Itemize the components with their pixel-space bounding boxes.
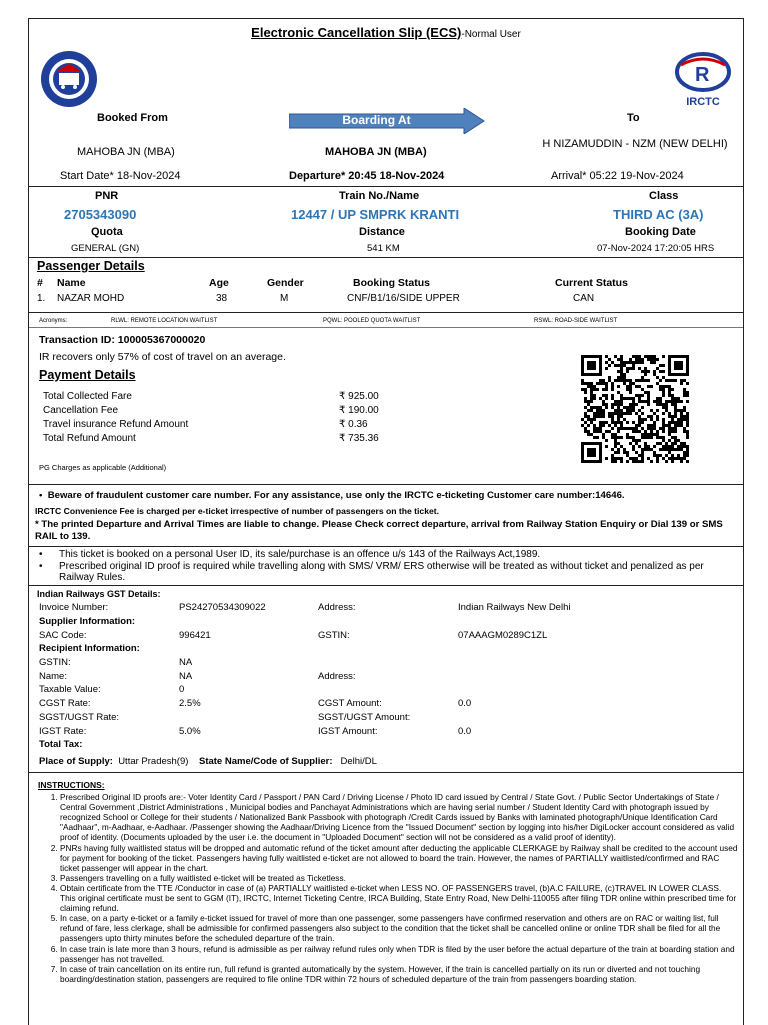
slip-title <box>29 25 743 40</box>
passenger-details-title: Passenger Details <box>37 259 145 273</box>
gst-label: GSTIN: <box>318 629 350 641</box>
gst-label: SAC Code: <box>39 629 87 641</box>
state-label: State Name/Code of Supplier: <box>198 756 333 767</box>
table-row <box>39 642 659 656</box>
gst-label: Invoice Number: <box>39 602 109 614</box>
boarding-at-arrow <box>289 108 485 134</box>
gst-section-title: Recipient Information: <box>39 643 140 655</box>
booked-from-label: Booked From <box>97 112 168 124</box>
distance-label: Distance <box>359 226 405 238</box>
gst-label: SGST/UGST Rate: <box>39 711 120 723</box>
passenger-col-current-status: Current Status <box>555 277 628 289</box>
qr-code <box>581 355 689 463</box>
payment-details-title: Payment Details <box>39 368 136 382</box>
train-label: Train No./Name <box>339 190 420 202</box>
convenience-notice: IRCTC Convenience Fee is charged per e-ticket irrespective of number of passengers on the ticket. <box>35 506 440 516</box>
table-row <box>39 656 659 670</box>
slip-title-text: Electronic Cancellation Slip (ECS) <box>251 25 462 40</box>
table-row <box>43 431 403 445</box>
acronym-rlwl: RLWL: REMOTE LOCATION WAITLIST <box>111 318 218 324</box>
gst-label: Total Tax: <box>39 739 83 751</box>
payment-label: Total Collected Fare <box>43 390 132 402</box>
class-value: THIRD AC (3A) <box>613 207 704 222</box>
pnr-value: 2705343090 <box>64 207 137 222</box>
table-row <box>39 601 659 615</box>
passenger-col-name: Name <box>57 277 86 289</box>
acronym-pqwl: PQWL: POOLED QUOTA WAITLIST <box>323 318 421 324</box>
list-item: 6. In case train is late more than 3 hours, refund is admissible as per railway refund rules only when TDR is filed by the user before the actual departure of the train at boarding station and passenger has not travelled. <box>60 944 738 964</box>
irctc-logo-text: IRCTC <box>686 96 720 108</box>
gst-label: IGST Rate: <box>39 725 87 737</box>
personal-id-notice: This ticket is booked on a personal User ID, its sale/purchase is an offence u/s 143 of the Railways Act,1989. <box>59 549 541 560</box>
booking-date-value: 07-Nov-2024 17:20:05 HRS <box>597 243 715 254</box>
gst-value: 0 <box>179 684 185 696</box>
passenger-booking-status: CNF/B1/16/SIDE UPPER <box>347 293 460 304</box>
gst-label: Address: <box>318 670 356 682</box>
quota-value: GENERAL (GN) <box>71 243 140 254</box>
ticket-rules: • This ticket is booked on a personal User ID, its sale/purchase is an offence u/s 143 of the Railways Act,1989. • Prescribed original ID proof is required while travelling along with SMS/ VRM/ ERS otherwise will be treated as without ticket and penalized as per Railway Rules. <box>35 549 735 584</box>
instructions <box>38 780 738 984</box>
list-item: 3. Passengers travelling on a fully waitlisted e-ticket will be treated as Ticketless. <box>60 873 738 883</box>
boarding-at-label: Boarding At <box>342 113 411 127</box>
train-value: 12447 / UP SMPRK KRANTI <box>291 207 460 222</box>
from-station: MAHOBA JN (MBA) <box>77 146 175 158</box>
instructions-title: INSTRUCTIONS: <box>38 780 105 790</box>
id-proof-notice: Prescribed original ID proof is required while travelling along with SMS/ VRM/ ERS otherwise will be treated as without ticket and penalized as per Railway Rules. <box>59 560 704 583</box>
payment-value: ₹ 190.00 <box>339 404 379 416</box>
start-date: Start Date* 18-Nov-2024 <box>60 170 181 182</box>
table-row <box>39 738 659 752</box>
gst-value: 2.5% <box>179 698 201 710</box>
list-item: 4. Obtain certificate from the TTE /Conductor in case of (a) PARTIALLY waitlisted e-ticket when LESS NO. OF PASSENGERS travel, (b)A.C FAILURE, (c)TRAVEL IN LOWER CLASS. This original certificate must be sent to GGM (IT), IRCTC, Internet Ticketing Centre, IRCA Building, State Entry Road, New Delhi-110055 after filing TDR online within prescribed time for claiming refund. <box>60 883 738 913</box>
gst-value: 5.0% <box>179 725 201 737</box>
passenger-no: 1. <box>37 293 46 304</box>
passenger-col-no: # <box>37 277 43 289</box>
passenger-current-status: CAN <box>573 293 595 304</box>
acronyms-label: Acronyms: <box>39 318 68 324</box>
recovery-note: IR recovers only 57% of cost of travel on an average. <box>39 351 286 363</box>
instructions-list <box>38 792 738 984</box>
table-row <box>39 711 659 725</box>
to-station: H NIZAMUDDIN - NZM (NEW DELHI) <box>542 138 728 150</box>
gst-label: IGST Amount: <box>318 725 378 737</box>
notices-block <box>35 490 737 542</box>
table-row <box>43 403 403 417</box>
gst-label: Address: <box>318 602 356 614</box>
gst-label: SGST/UGST Amount: <box>318 711 411 723</box>
pg-charges-note: PG Charges as applicable (Additional) <box>39 463 167 472</box>
list-item: 5. In case, on a party e-ticket or a family e-ticket issued for travel of more than one passenger, some passengers have confirmed reservation and others are on RAC or waiting list, full refund of fare, less clerkage, shall be admissible for confirmed passengers also subject to the condition that the ticket shall be cancelled online or online TDR shall be filed for all the passengers upto thirty minutes before the scheduled departure of the train. <box>60 913 738 943</box>
gst-label: CGST Rate: <box>39 698 91 710</box>
table-row <box>39 669 659 683</box>
payment-label: Total Refund Amount <box>43 432 136 444</box>
arrival: Arrival* 05:22 19-Nov-2024 <box>551 170 684 182</box>
gst-title: Indian Railways GST Details: <box>37 589 161 599</box>
passenger-age: 38 <box>216 293 228 304</box>
distance-value: 541 KM <box>367 243 400 254</box>
transaction-id: Transaction ID: 100005367000020 <box>39 334 206 346</box>
payment-label: Travel insurance Refund Amount <box>43 418 189 430</box>
timing-notice: * The printed Departure and Arrival Times are liable to change. Please Check correct departure, arrival from Railway Station Enquiry or Dial 139 or SMS RAIL to 139. <box>35 519 723 542</box>
gst-value: NA <box>179 670 193 682</box>
passenger-col-age: Age <box>209 277 229 289</box>
boarding-station: MAHOBA JN (MBA) <box>325 146 427 158</box>
indian-railways-logo <box>39 49 99 109</box>
passenger-col-gender: Gender <box>267 277 304 289</box>
departure: Departure* 20:45 18-Nov-2024 <box>289 170 445 182</box>
place-of-supply-label: Place of Supply: <box>39 756 113 767</box>
gst-value: 996421 <box>179 629 211 641</box>
table-row <box>43 417 403 431</box>
gst-value: Indian Railways New Delhi <box>458 602 571 614</box>
gst-label: CGST Amount: <box>318 698 382 710</box>
passenger-col-booking-status: Booking Status <box>353 277 431 289</box>
table-row <box>39 628 659 642</box>
passenger-name: NAZAR MOHD <box>57 293 125 304</box>
payment-value: ₹ 0.36 <box>339 418 368 430</box>
gst-section-title: Supplier Information: <box>39 616 136 628</box>
table-row <box>39 683 659 697</box>
table-row <box>39 697 659 711</box>
place-of-supply <box>39 756 377 767</box>
gst-value: 0.0 <box>458 725 472 737</box>
quota-label: Quota <box>91 226 123 238</box>
payment-value: ₹ 735.36 <box>339 432 379 444</box>
irctc-logo <box>673 51 733 107</box>
to-label: To <box>627 112 640 124</box>
class-label: Class <box>649 190 679 202</box>
place-of-supply-value: Uttar Pradesh(9) <box>118 756 189 767</box>
list-item: 1. Prescribed Original ID proofs are:- Voter Identity Card / Passport / PAN Card / Driving License / Photo ID card issued by Central / State Govt. / Public Sector Undertakings of State / Central Government ,District Administrations , Municipal bodies and Panchayat Administrations which are having serial number / Student Identity Card with photograph issued by recognized School or College for their students / Nationalized Bank Passbook with photograph /Credit Cards issued by Banks with laminated photograph/Unique Identification Card "Aadhaar", m-Aadhaar, e-Aadhaar. /Passenger showing the Aadhaar/Driving Licence from the "Issued Document" section by logging into his/her DigiLocker account considered as valid proof of identity. (Documents uploaded by the user i.e. the document in "Uploaded Document" section will not be considered as a valid proof of identity). <box>60 792 738 842</box>
fraud-notice-text: Beware of fraudulent customer care number. For any assistance, use only the IRCTC e-ticketing Customer care number:14646. <box>47 490 625 501</box>
gst-value: 07AAAGM0289C1ZL <box>458 629 548 641</box>
gst-label: Taxable Value: <box>39 684 101 696</box>
table-row <box>43 389 403 403</box>
gst-label: Name: <box>39 670 67 682</box>
acronym-rswl: RSWL: ROAD-SIDE WAITLIST <box>534 318 618 324</box>
ticket-page <box>28 18 744 1025</box>
payment-label: Cancellation Fee <box>43 404 119 416</box>
pnr-label: PNR <box>95 190 119 202</box>
gst-value: NA <box>179 657 193 669</box>
table-row <box>39 724 659 738</box>
booking-date-label: Booking Date <box>625 226 696 238</box>
svg-text:R: R <box>695 64 710 86</box>
gst-label: GSTIN: <box>39 657 71 669</box>
payment-table <box>43 389 403 445</box>
payment-value: ₹ 925.00 <box>339 390 379 402</box>
gst-value: 0.0 <box>458 698 472 710</box>
list-item: 7. In case of train cancellation on its entire run, full refund is granted automatically by the system. However, if the train is cancelled partially on its run or diverted and not touching boarding/destination station, passengers are required to file online TDR within 72 hours of scheduled departure of the train from passengers boarding station. <box>60 964 738 984</box>
state-value: Delhi/DL <box>340 756 377 767</box>
table-row <box>39 615 659 629</box>
gst-value: PS24270534309022 <box>179 602 266 614</box>
slip-subtitle: -Normal User <box>461 29 521 40</box>
passenger-gender: M <box>280 293 289 304</box>
gst-table <box>39 601 659 752</box>
list-item: 2. PNRs having fully waitlisted status will be dropped and automatic refund of the ticket amount after deducting the applicable CLERKAGE by Railway shall be credited to the account used for payment for booking of the ticket. Passengers having fully waitlisted e-ticket are not allowed to board the train. However, the names of PARTIALLY waitlisted/confirmed and RAC ticket passenger will appear in the chart. <box>60 843 738 873</box>
fraud-notice: • Beware of fraudulent customer care number. For any assistance, use only the IRCTC e-ticketing Customer care number:14646. <box>39 490 625 501</box>
